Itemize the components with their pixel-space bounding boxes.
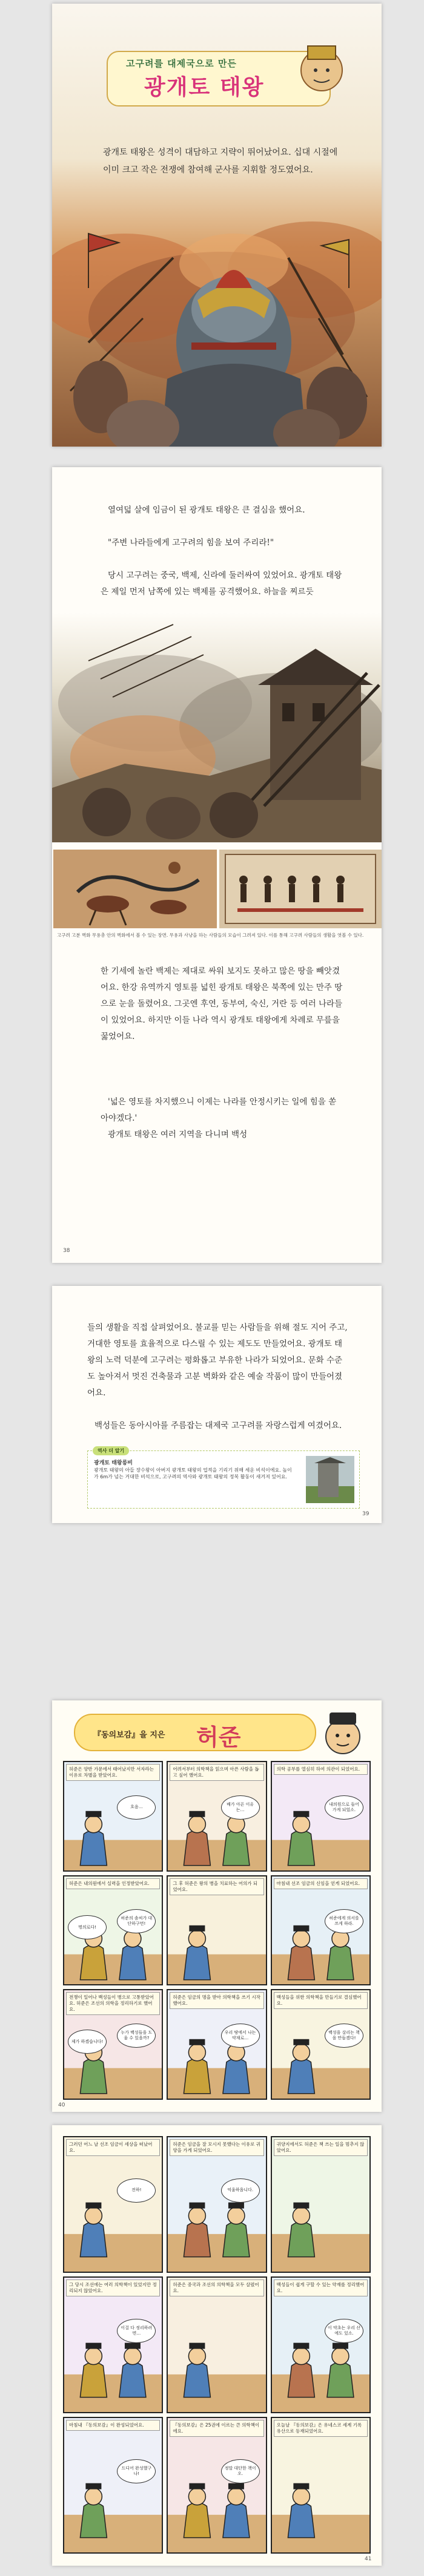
comic-title-big: 허준 — [196, 1724, 241, 1751]
speech-bubble: 억울하옵니다. — [221, 2178, 260, 2203]
speech-bubble: 배가 아픈 이유는… — [221, 1795, 260, 1820]
page3-paragraph-1: 들의 생활을 직접 살펴었어요. 불교를 믿는 사람들을 위해 절도 지어 주고, 거대한 영토를 효율적으로 다스릴 수 있는 제도도 만들었어요. 광개토 태왕의 노력 덕분에 고구려는 평화롭고 부유한 나라가 되었어요. 문화 수준도 높아져서 멋진 건축물과 고분 벽화와 같은 예술 작품이 많이 만들어졌어요. — [87, 1323, 348, 1398]
page2-paragraph-1: 열여덟 살에 임금이 된 광개토 태왕은 큰 결심을 했어요. — [108, 505, 305, 515]
comic-panel — [63, 1989, 163, 2100]
panel-caption: 그 후 허준은 왕의 병을 치료하는 어의가 되었어요. — [170, 1878, 263, 1895]
comic-panel — [271, 2136, 371, 2273]
page2-quote: "주변 나라들에게 고구려의 힘을 보여 주리라!" — [108, 538, 274, 548]
comic-panel — [167, 2417, 267, 2554]
comic-grid — [63, 2136, 371, 2554]
page-number: 39 — [362, 1511, 369, 1517]
panel-caption: 허준은 내의원에서 실력을 인정받았어요. — [66, 1878, 160, 1889]
panel-illustration — [272, 2278, 369, 2412]
history-box — [87, 1450, 360, 1509]
mural-image-right — [219, 850, 382, 928]
comic-panel — [167, 1989, 267, 2100]
comic-panel — [63, 1875, 163, 1986]
history-box-body: 광개토 태왕의 아들 장수왕이 아버지 광개토 태왕의 업적을 기리기 위해 세운 비석이에요. 높이가 6m가 넘는 거대한 비석으로, 고구려의 역사와 광개토 태왕의 정복 활동이 새겨져 있어요. — [94, 1467, 292, 1480]
speech-bubble: 정말 대단한 책이오. — [221, 2459, 260, 2483]
mural-caption: 고구려 고분 벽화 무용총 안의 벽화에서 볼 수 있는 장면. 무용과 사냥을 하는 사람들의 모습이 그려져 있다. 이를 통해 고구려 사람들의 생활을 엿볼 수 있다. — [57, 932, 364, 938]
page-number: 38 — [63, 1248, 70, 1254]
stele-photo — [306, 1456, 354, 1503]
page1-paragraph: 광개토 태왕은 성격이 대담하고 지략이 뛰어났어요. 십대 시절에 이미 크고 작은 전쟁에 참여해 군사를 지휘할 정도였어요. — [103, 148, 338, 175]
panel-illustration — [64, 2278, 162, 2412]
king-portrait-icon — [294, 41, 349, 96]
panel-caption: 그 당시 조선에는 여러 의학책이 있었지만 정리되지 않았어요. — [66, 2279, 160, 2296]
panel-caption: 마침내 『동의보감』이 완성되었어요. — [66, 2420, 160, 2431]
page-2 — [52, 467, 382, 1263]
panel-illustration — [168, 2418, 265, 2552]
speech-bubble: 허준에게 의서를 쓰게 하라. — [325, 1909, 363, 1933]
panel-illustration — [168, 2137, 265, 2272]
comic-title-banner — [74, 1714, 316, 1751]
page-3 — [52, 1286, 382, 1523]
huh-jun-portrait-icon — [319, 1708, 367, 1756]
history-box-header: 역사 더 알기 — [93, 1446, 129, 1455]
page-1 — [52, 4, 382, 447]
page-4 — [52, 1700, 382, 2112]
speech-bubble: 전하! — [117, 2178, 156, 2203]
speech-bubble: 이 약초는 우리 산에도 있소. — [325, 2319, 363, 2343]
panel-caption: 마침내 선조 임금의 신임을 얻게 되었어요. — [274, 1878, 368, 1889]
comic-panel — [167, 2276, 267, 2413]
comic-panel — [63, 2417, 163, 2554]
page-number: 41 — [365, 2556, 372, 2562]
comic-panel — [63, 2276, 163, 2413]
page2-paragraph-4: '넓은 영토를 차지했으니 이제는 나라를 안정시키는 일에 힘을 쏟아야겠다.' — [101, 1097, 337, 1123]
speech-bubble: 드디어 완성했구나! — [117, 2459, 156, 2483]
panel-caption: 허준은 중국과 조선의 의학책을 모두 살폈어요. — [170, 2279, 263, 2296]
panel-illustration — [64, 2418, 162, 2552]
panel-illustration — [272, 2137, 369, 2272]
mural-image-left — [53, 850, 217, 928]
panel-caption: 허준은 양반 가문에서 태어났지만 서자라는 이유로 차별을 받았어요. — [66, 1764, 160, 1781]
panel-caption: 허준은 임금을 잘 모시지 못했다는 이유로 귀양을 가게 되었어요. — [170, 2139, 263, 2156]
comic-panel — [271, 1875, 371, 1986]
panel-caption: 전쟁이 일어나 백성들이 병으로 고통받았어요. 허준은 조선의 의학을 정리하기로 했어요. — [66, 1992, 160, 2015]
comic-panel — [167, 1761, 267, 1872]
comic-panel — [271, 2417, 371, 2554]
page2-paragraph-3: 한 기세에 놀란 백제는 제대로 싸워 보지도 못하고 많은 땅을 빼앗겼어요. 한강 유역까지 영토를 넓힌 광개토 태왕은 북쪽에 있는 만주 땅으로 눈을 돌렸어요. 그곳엔 후연, 동부여, 숙신, 거란 등 여러 나라들이 있었어요. 하지만 이들 나라 역시 광개토 태왕에게 차례로 무릎을 꿇었어요. — [101, 966, 343, 1041]
page3-paragraph-2: 백성들은 동아시아를 주름잡는 대제국 고구려를 자랑스럽게 여겼어요. — [94, 1421, 342, 1431]
comic-panel — [63, 1761, 163, 1872]
siege-illustration — [52, 612, 382, 842]
comic-panel — [167, 1875, 267, 1986]
panel-caption: 『동의보감』은 25권에 이르는 큰 의학책이에요. — [170, 2420, 263, 2437]
speech-bubble: 흐음… — [117, 1795, 156, 1820]
panel-caption: 오늘날 『동의보감』은 유네스코 세계 기록 유산으로 등재되었어요. — [274, 2420, 368, 2437]
speech-bubble: 우리 땅에서 나는 약재로… — [221, 2024, 260, 2048]
speech-bubble: 허준의 솜씨가 대단하구먼! — [117, 1909, 156, 1933]
panel-caption: 백성들이 쉽게 구할 수 있는 약재를 정리했어요. — [274, 2279, 368, 2296]
history-box-title: 광개토 태왕릉비 — [94, 1460, 133, 1466]
title-kicker: 고구려를 대제국으로 만든 — [126, 58, 237, 69]
speech-bubble: 백성을 살리는 책을 만들겠다! — [325, 2024, 363, 2048]
panel-illustration — [64, 2137, 162, 2272]
comic-title-small: 『동의보감』을 지은 — [93, 1731, 165, 1740]
speech-bubble: 내의원으로 들어가게 되었소. — [325, 1795, 363, 1820]
comic-panel — [271, 2276, 371, 2413]
panel-caption: 그러던 어느 날 선조 임금이 세상을 떠났어요. — [66, 2139, 160, 2156]
page2-paragraph-5: 광개토 태왕은 여러 지역을 다니며 백성 — [108, 1130, 248, 1139]
speech-bubble: 이걸 다 정리하려면… — [117, 2319, 156, 2343]
panel-caption: 허준은 임금의 명을 받아 의학책을 쓰기 시작했어요. — [170, 1992, 263, 2009]
speech-bubble: 제가 하겠습니다! — [68, 2030, 107, 2054]
comic-panel — [271, 1761, 371, 1872]
page-5 — [52, 2125, 382, 2566]
comic-grid — [63, 1761, 371, 2100]
comic-panel — [63, 2136, 163, 2273]
page2-paragraph-2: 당시 고구려는 중국, 백제, 신라에 둘러싸여 있었어요. 광개토 태왕은 제일 먼저 남쪽에 있는 백제를 공격했어요. 하늘을 찌르듯 — [101, 571, 342, 597]
panel-caption: 어려서부터 의학책을 읽으며 아픈 사람을 돕고 싶어 했어요. — [170, 1764, 263, 1781]
speech-bubble: 누가 백성들을 도울 수 있을까? — [117, 2024, 156, 2048]
speech-bubble: 명의로다! — [68, 1915, 107, 1939]
panel-illustration — [272, 2418, 369, 2552]
page-number: 40 — [58, 2102, 65, 2108]
panel-caption: 의학 공부를 열심히 하여 의관이 되었어요. — [274, 1764, 368, 1775]
panel-caption: 백성들을 위한 의학책을 만들기로 결심했어요. — [274, 1992, 368, 2009]
page-title: 광개토 태왕 — [144, 75, 265, 100]
comic-panel — [167, 2136, 267, 2273]
comic-panel — [271, 1989, 371, 2100]
panel-caption: 귀양지에서도 허준은 책 쓰는 일을 멈추지 않았어요. — [274, 2139, 368, 2156]
panel-illustration — [168, 2278, 265, 2412]
